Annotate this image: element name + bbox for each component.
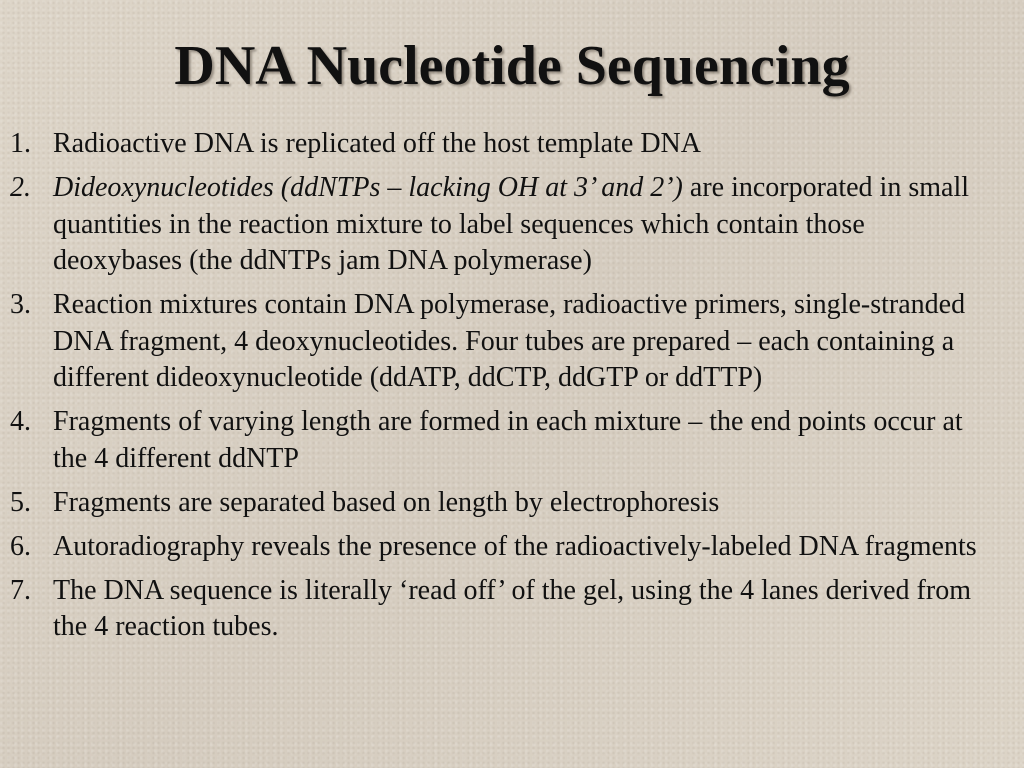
list-item-number: 3. — [10, 289, 31, 320]
list-item-text: The DNA sequence is literally ‘read off’ of the gel, using the 4 lanes derived from the 4 reaction tubes. — [53, 574, 971, 642]
list-item — [0, 573, 1000, 646]
list-item-text: Reaction mixtures contain DNA polymerase, radioactive primers, single-stranded DNA fragment, 4 deoxynucleotides. Four tubes are prepared – each containing a different dideoxynucleotide (ddATP, ddCTP, ddGTP or ddTTP) — [53, 289, 966, 393]
list-item-number: 2. — [10, 172, 31, 203]
list-item-number: 7. — [10, 574, 31, 606]
list-item-number: 4. — [10, 406, 31, 437]
list-item-text: Radioactive DNA is replicated off the host template DNA — [53, 128, 701, 159]
slide-title: DNA Nucleotide Sequencing — [174, 35, 850, 97]
list-item-number: 5. — [10, 486, 31, 518]
list-item — [0, 287, 1000, 397]
list-item-italic-text: Dideoxynucleotides (ddNTPs – lacking OH at 3’ and 2’) — [53, 172, 683, 203]
list-item-text: Autoradiography reveals the presence of the radioactively-labeled DNA fragments — [53, 530, 977, 562]
list-item-text: Fragments are separated based on length by electrophoresis — [53, 486, 720, 518]
list-item-number: 6. — [10, 530, 31, 562]
list-item-text: are incorporated in small quantities in the reaction mixture to label sequences which contain those deoxybases (the ddNTPs jam DNA polymerase) — [53, 172, 970, 276]
list-item-number: 1. — [10, 128, 31, 159]
list-item — [0, 404, 1000, 477]
list-item — [0, 170, 1000, 280]
list-item-text: Fragments of varying length are formed in each mixture – the end points occur at the 4 different ddNTP — [53, 406, 963, 474]
steps-list — [0, 126, 1000, 653]
list-item — [0, 126, 1000, 163]
list-item — [0, 485, 1000, 522]
list-item — [0, 529, 1000, 566]
